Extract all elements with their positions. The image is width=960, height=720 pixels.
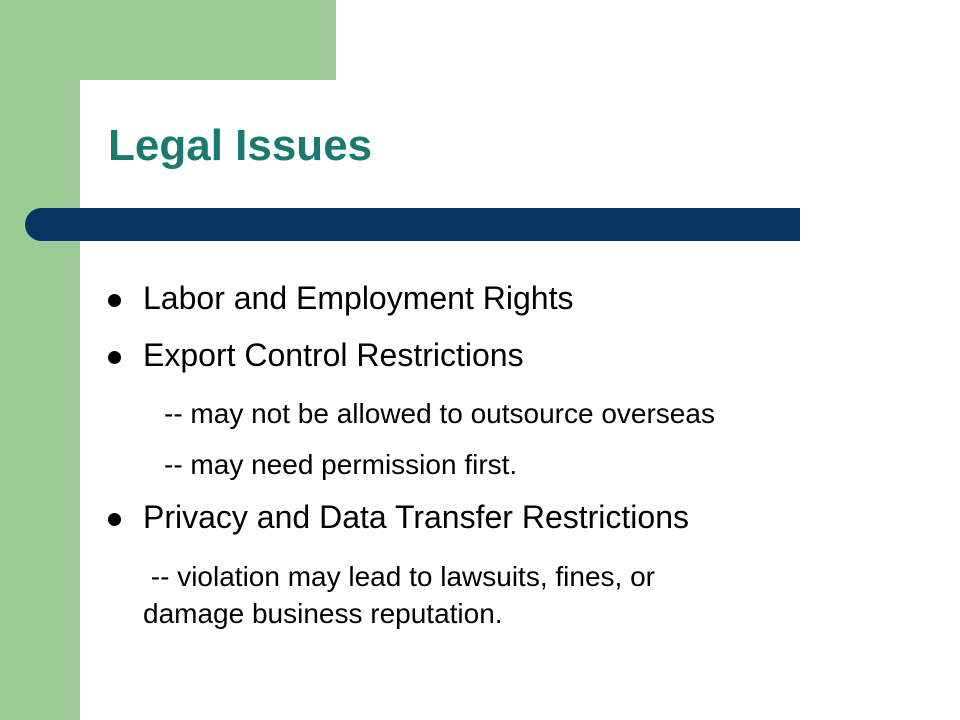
bullet-dot-icon (108, 294, 121, 307)
green-top-band (80, 0, 336, 80)
title-underline-bar (25, 208, 800, 241)
slide-title: Legal Issues (108, 121, 373, 170)
bullet-dot-icon (108, 351, 121, 364)
bullet-labor: Labor and Employment Rights (143, 280, 574, 316)
bullet-privacy: Privacy and Data Transfer Restrictions (143, 499, 689, 535)
export-subline-1: -- may not be allowed to outsource overseas (164, 398, 715, 429)
privacy-subline-1: -- violation may lead to lawsuits, fines, or (143, 561, 655, 592)
bullet-dot-icon (108, 513, 121, 526)
green-sidebar (0, 0, 80, 720)
export-subline-2: -- may need permission first. (164, 449, 518, 480)
privacy-subline-2: damage business reputation. (143, 598, 503, 629)
bullet-export: Export Control Restrictions (143, 337, 524, 373)
